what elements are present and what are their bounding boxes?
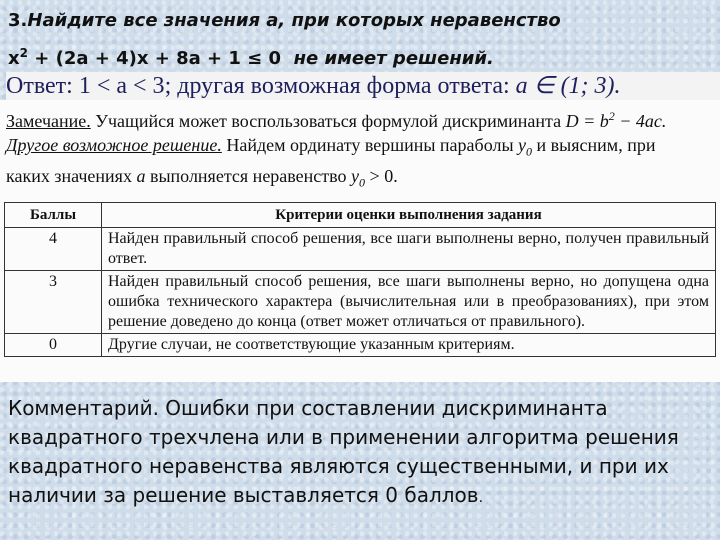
criteria-header-row: [5, 203, 716, 228]
answer-separator: ; другая возможная форма ответа:: [164, 73, 516, 99]
problem-line-2: [8, 37, 712, 75]
criteria-cell: Найден правильный способ решения, все шаги выполнены верно, но допущена одна ошибка технического характера (вычислительная или в преобразованиях), при этом решение доведено до конца (ответ может отличаться от правильного).: [102, 271, 716, 334]
table-row: [5, 271, 716, 334]
header-score: Баллы: [5, 203, 102, 228]
answer-main: 1 < a < 3: [78, 73, 165, 99]
table-row: [5, 334, 716, 357]
criteria-cell: Найден правильный способ решения, все шаги выполнены верно, получен правильный ответ.: [102, 228, 716, 271]
score-cell: 0: [5, 334, 102, 357]
problem-number: 3.: [8, 10, 28, 31]
problem-text-line-1: Найдите все значения а, при которых неравенство: [27, 10, 561, 31]
comment-text: Комментарий. Ошибки при составлении дискриминанта квадратного трехчлена или в применении алгоритма решения квадратного неравенства являются существенными, и при их наличии за решение выставляется 0 баллов: [8, 396, 679, 507]
inequality-tail: > 0.: [365, 165, 398, 186]
alternative-text-1: Найдем ординату вершины параболы: [221, 135, 519, 155]
score-cell: 3: [5, 271, 102, 334]
formula-exponent: 2: [608, 109, 615, 123]
remark-paragraph: [0, 104, 720, 133]
comment-paragraph: [8, 394, 712, 513]
variable-a: а: [136, 165, 146, 186]
alternative-label: Другое возможное решение.: [6, 135, 222, 155]
alternative-text-2-mid: выполняется неравенство: [145, 165, 352, 186]
inequality-body: + (2a + 4)x + 8a + 1 ≤ 0: [27, 48, 294, 69]
problem-line-1: [8, 4, 712, 37]
inequality-exponent: 2: [19, 46, 28, 60]
header-criteria: Критерии оценки выполнения задания: [102, 203, 716, 228]
vertex-ordinate-sub: 0: [526, 144, 533, 159]
alternative-text-2: каких значениях: [6, 165, 137, 186]
inequality-condition: не имеет решений.: [293, 48, 494, 69]
remark-text: Учащийся может воспользоваться формулой дискриминанта: [90, 111, 566, 131]
vertex-ordinate-2: y: [351, 165, 360, 186]
scanned-excerpt: [0, 100, 720, 382]
answer-line: [6, 72, 720, 100]
alternative-line-1: [0, 133, 720, 164]
answer-alternative: a ∈ (1; 3).: [515, 73, 621, 99]
criteria-cell: Другие случаи, не соответствующие указанным критериям.: [102, 334, 716, 357]
inequality-x: x: [8, 48, 20, 69]
alternative-line-2: [0, 164, 720, 195]
remark-label: Замечание.: [6, 111, 91, 131]
formula-tail: − 4ac.: [614, 111, 667, 131]
table-row: [5, 228, 716, 271]
problem-statement: [8, 4, 712, 75]
vertex-ordinate: y: [518, 135, 527, 155]
discriminant-formula: D = b: [565, 111, 609, 131]
criteria-table: [4, 202, 716, 357]
vertex-ordinate-sub-2: 0: [359, 175, 366, 190]
answer-label: Ответ:: [6, 73, 79, 99]
score-cell: 4: [5, 228, 102, 271]
alternative-text-1-tail: и выясним, при: [532, 135, 656, 155]
comment-end: .: [478, 490, 484, 506]
